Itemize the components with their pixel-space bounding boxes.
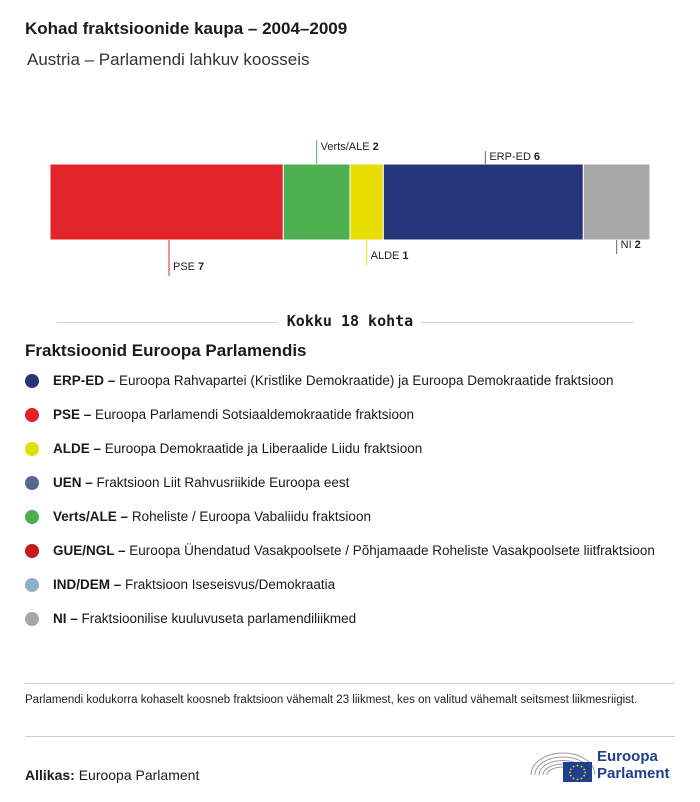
bar-label-name: ALDE	[370, 250, 400, 262]
bar-label	[371, 250, 409, 262]
bar-label-name: PSE	[173, 261, 196, 273]
legend-description: Roheliste / Euroopa Vabaliidu fraktsioon	[131, 509, 371, 524]
legend-color-dot	[25, 578, 39, 592]
legend-code: UEN –	[53, 475, 93, 490]
bar-label	[321, 141, 379, 153]
seat-distribution-chart	[0, 130, 700, 290]
legend-title: Fraktsioonid Euroopa Parlamendis	[25, 341, 307, 360]
divider-top	[25, 683, 675, 684]
bar-label-value: 7	[198, 261, 205, 273]
legend-item	[25, 610, 675, 628]
legend-color-dot	[25, 442, 39, 456]
legend-item	[25, 372, 675, 390]
legend-item	[25, 474, 675, 492]
source-line	[25, 767, 199, 783]
legend-description: Fraktsioonilise kuuluvuseta parlamendiliikmed	[81, 611, 357, 626]
legend-color-dot	[25, 544, 39, 558]
bar-segment-pse	[50, 164, 283, 240]
bar-label	[173, 261, 204, 273]
legend-description: Euroopa Ühendatud Vasakpoolsete / Põhjamaade Roheliste Vasakpoolsete liitfraktsioon	[129, 543, 655, 558]
legend-color-dot	[25, 374, 39, 388]
legend-description: Euroopa Parlamendi Sotsiaaldemokraatide fraktsioon	[95, 407, 414, 422]
chart-title: Kohad fraktsioonide kaupa – 2004–2009	[25, 19, 348, 38]
bar-label	[489, 151, 540, 163]
bar-label-value: 2	[634, 239, 641, 251]
legend-item	[25, 508, 675, 526]
total-seats-label: Kokku 18 kohta	[0, 312, 700, 330]
bar-segment-alde	[350, 164, 383, 240]
bar-segment-vertsale	[283, 164, 350, 240]
legend-color-dot	[25, 476, 39, 490]
legend-code: NI –	[53, 611, 78, 626]
legend-item	[25, 440, 675, 458]
bar-segment-ni	[583, 164, 650, 240]
bar-label	[621, 239, 641, 251]
legend-description: Fraktsioon Liit Rahvusriikide Euroopa eest	[96, 475, 350, 490]
legend-description: Euroopa Demokraatide ja Liberaalide Liidu fraktsioon	[104, 441, 423, 456]
bar-segment-erped	[383, 164, 583, 240]
legend-item	[25, 406, 675, 424]
source-value: Euroopa Parlament	[78, 767, 200, 783]
bar-label-value: 6	[533, 151, 541, 163]
bar-label-value: 1	[402, 250, 409, 262]
bar-label-value: 2	[372, 141, 379, 153]
legend-list	[25, 372, 675, 644]
bar-label-name: Verts/ALE	[320, 141, 370, 153]
legend-code: ALDE –	[53, 441, 102, 456]
legend-code: IND/DEM –	[53, 577, 122, 592]
divider-bottom	[25, 736, 675, 737]
source-label: Allikas:	[25, 767, 75, 783]
legend-code: Verts/ALE –	[53, 509, 129, 524]
legend-color-dot	[25, 510, 39, 524]
legend-color-dot	[25, 612, 39, 626]
legend-code: ERP-ED –	[53, 373, 116, 388]
bar-label-name: ERP-ED	[489, 151, 531, 163]
legend-description: Euroopa Rahvapartei (Kristlike Demokraatide) ja Euroopa Demokraatide fraktsioon	[119, 373, 614, 388]
bar-label-name: NI	[620, 239, 632, 251]
footnote: Parlamendi kodukorra kohaselt koosneb fraktsioon vähemalt 23 liikmest, kes on valitud vähemalt seitsmest liikmesriigist.	[25, 694, 638, 706]
legend-color-dot	[25, 408, 39, 422]
legend-description: Fraktsioon Iseseisvus/Demokraatia	[125, 577, 336, 592]
legend-item	[25, 542, 675, 560]
logo-text: Euroopa Parlament	[597, 748, 670, 782]
legend-item	[25, 576, 675, 594]
chart-subtitle: Austria – Parlamendi lahkuv koosseis	[27, 50, 310, 69]
legend-code: GUE/NGL –	[53, 543, 126, 558]
legend-code: PSE –	[53, 407, 92, 422]
